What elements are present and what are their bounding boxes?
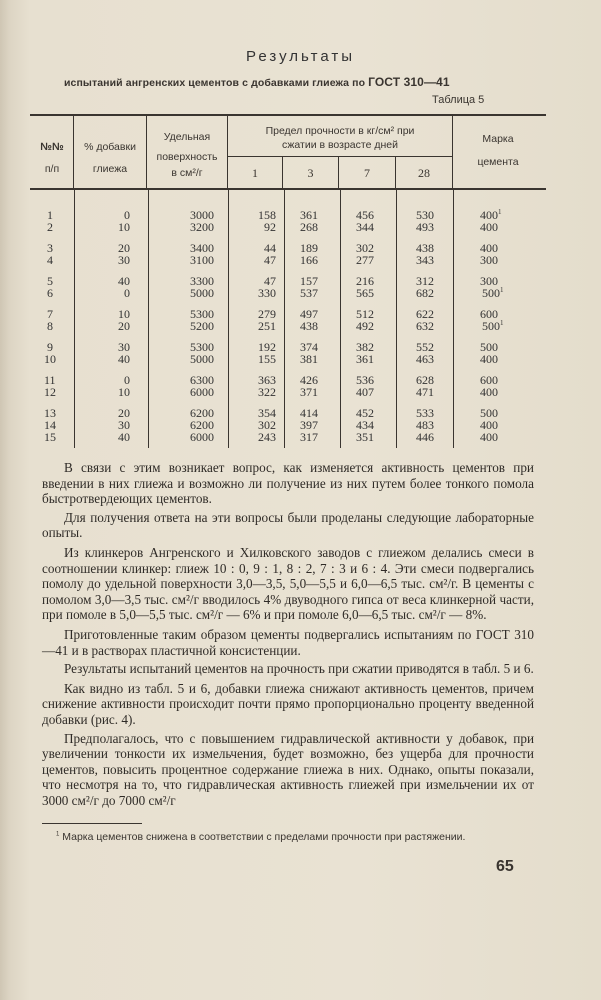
cell-day3: 166 xyxy=(300,253,318,267)
cell-day1: 243 xyxy=(258,430,276,444)
cell-surface: 6000 xyxy=(190,385,214,399)
cell-day1: 251 xyxy=(258,319,276,333)
cell-additive: 10 xyxy=(118,220,130,234)
cell-day1: 44 xyxy=(264,241,276,255)
cell-additive: 30 xyxy=(118,340,130,354)
cell-day7: 456 xyxy=(356,208,374,222)
header-additive-line1: % добавки xyxy=(84,141,136,153)
cell-day7: 492 xyxy=(356,319,374,333)
cell-day1: 47 xyxy=(264,274,276,288)
cell-num: 5 xyxy=(47,274,53,288)
cell-day1: 330 xyxy=(258,286,276,300)
header-strength xyxy=(228,124,452,152)
cell-grade xyxy=(480,432,498,443)
header-surface-line1: Удельная xyxy=(163,131,211,143)
grade-value: 500 xyxy=(482,286,500,300)
cell-day28: 343 xyxy=(416,253,434,267)
cell-grade xyxy=(480,354,498,365)
subtitle-gost: ГОСТ 310—41 xyxy=(368,75,450,89)
body-text xyxy=(42,460,534,808)
cell-day3: 438 xyxy=(300,319,318,333)
paragraph: Как видно из табл. 5 и 6, добавки глиежа снижают активность цементов, причем снижение активности происходит почти прямо пропорционально проценту введенной добавки (рис. 4). xyxy=(42,680,534,727)
cell-day7: 565 xyxy=(356,286,374,300)
cell-num: 7 xyxy=(47,307,53,321)
cell-day7: 536 xyxy=(356,373,374,387)
cell-surface: 5200 xyxy=(190,319,214,333)
table-header-bottom-rule xyxy=(30,188,546,190)
cell-day3: 426 xyxy=(300,373,318,387)
header-additive xyxy=(74,140,146,176)
cell-surface: 6000 xyxy=(190,430,214,444)
cell-surface: 5000 xyxy=(190,286,214,300)
paragraph: Для получения ответа на эти вопросы были проделаны следующие лабораторные опыты. xyxy=(42,509,534,541)
cell-num: 4 xyxy=(47,253,53,267)
table-title: Результаты xyxy=(246,48,355,65)
cell-day28: 312 xyxy=(416,274,434,288)
cell-surface: 3000 xyxy=(190,208,214,222)
header-surface-line2: поверхность xyxy=(156,151,218,163)
column-divider xyxy=(453,190,454,448)
cell-day1: 158 xyxy=(258,208,276,222)
grade-value: 400 xyxy=(480,241,498,255)
column-divider xyxy=(228,190,229,448)
cell-surface: 6300 xyxy=(190,373,214,387)
cell-day7: 216 xyxy=(356,274,374,288)
cell-day1: 302 xyxy=(258,418,276,432)
cell-surface: 3200 xyxy=(190,220,214,234)
cell-surface: 5300 xyxy=(190,340,214,354)
header-grade xyxy=(453,132,543,169)
cell-num: 6 xyxy=(47,286,53,300)
cell-day7: 512 xyxy=(356,307,374,321)
cell-additive: 30 xyxy=(118,253,130,267)
header-day-3: 3 xyxy=(307,166,314,180)
cell-day3: 189 xyxy=(300,241,318,255)
cell-additive: 0 xyxy=(124,373,130,387)
cell-day7: 351 xyxy=(356,430,374,444)
grade-value: 400 xyxy=(480,220,498,234)
cell-day3: 157 xyxy=(300,274,318,288)
column-divider xyxy=(340,190,341,448)
grade-value: 300 xyxy=(480,253,498,267)
cell-grade xyxy=(480,222,498,233)
cell-day28: 628 xyxy=(416,373,434,387)
paragraph: Предполагалось, что с повышением гидравлической активности у добавок, при увеличении тонкости их измельчения, будет возможно, без ущерба для прочности цементов, повысить процентное содержание глиежа в них. Однако, опыты показали, что несмотря на то, что гидравлическая активность глиежей при измельчении их от 3000 см²/г до 7000 см²/г xyxy=(42,730,534,808)
cell-day3: 397 xyxy=(300,418,318,432)
header-strength-line1: Предел прочности в кг/см² при xyxy=(265,125,415,137)
cell-day7: 302 xyxy=(356,241,374,255)
footnote-divider xyxy=(42,823,142,824)
cell-day28: 533 xyxy=(416,406,434,420)
column-divider xyxy=(396,190,397,448)
subtitle-text: испытаний ангренских цементов с добавками глиежа по xyxy=(64,77,366,89)
cell-day28: 552 xyxy=(416,340,434,354)
cell-day7: 277 xyxy=(356,253,374,267)
cell-additive: 10 xyxy=(118,307,130,321)
cell-day7: 361 xyxy=(356,352,374,366)
cell-day7: 452 xyxy=(356,406,374,420)
grade-value: 400 xyxy=(480,208,498,222)
grade-value: 400 xyxy=(480,418,498,432)
header-num xyxy=(30,140,74,176)
cell-day28: 632 xyxy=(416,319,434,333)
grade-value: 300 xyxy=(480,274,498,288)
cell-surface: 3400 xyxy=(190,241,214,255)
paragraph: Приготовленные таким образом цементы подвергались испытаниям по ГОСТ 310—41 и в растворах пластичной консистенции. xyxy=(42,626,534,658)
cell-surface: 3100 xyxy=(190,253,214,267)
cell-day28: 622 xyxy=(416,307,434,321)
footnote-marker: 1 xyxy=(500,286,504,294)
cell-day3: 414 xyxy=(300,406,318,420)
header-surface xyxy=(146,130,228,180)
cell-additive: 30 xyxy=(118,418,130,432)
cell-additive: 40 xyxy=(118,352,130,366)
cell-surface: 3300 xyxy=(190,274,214,288)
cell-day3: 381 xyxy=(300,352,318,366)
cell-num: 11 xyxy=(44,373,56,387)
cell-surface: 6200 xyxy=(190,418,214,432)
paragraph: Из клинкеров Ангренского и Хилковского заводов с глиежом делались смеси в соотношении клинкер: глиеж 10 : 0, 9 : 1, 8 : 2, 7 : 3 и 6 : 4. Эти смеси подвергались помолу до удельной поверхности 3,0—3,5, 5,0—5,5 и 6,0—6,5 тыс. см²/г. В цементы с помолом 3,0—3,5 тыс. см²/г вводилось 4% двуводного гипса от веса клинкерной части, при помоле в 5,0—5,5 тыс. см²/г — 6% и при помоле 6,0—6,5 тыс. см²/г — 8%. xyxy=(42,544,534,623)
cell-additive: 40 xyxy=(118,274,130,288)
header-strength-line2: сжатии в возрасте дней xyxy=(282,139,398,151)
cell-grade xyxy=(480,387,498,398)
cell-num: 8 xyxy=(47,319,53,333)
table-number-label: Таблица 5 xyxy=(432,94,485,106)
paragraph: В связи с этим возникает вопрос, как изменяется активность цементов при введении в них глиежа и возможно ли получение из них путем более тонкого помола быстротвердеющих цементов. xyxy=(42,460,534,507)
cell-day3: 361 xyxy=(300,208,318,222)
cell-day3: 371 xyxy=(300,385,318,399)
cell-day28: 483 xyxy=(416,418,434,432)
header-day-7: 7 xyxy=(364,166,370,180)
footnote-text: Марка цементов снижена в соответствии с пределами прочности при растяжении. xyxy=(62,831,466,843)
cell-surface: 6200 xyxy=(190,406,214,420)
cell-day1: 155 xyxy=(258,352,276,366)
cell-num: 9 xyxy=(47,340,53,354)
cell-day1: 92 xyxy=(264,220,276,234)
cell-day28: 446 xyxy=(416,430,434,444)
cell-day28: 471 xyxy=(416,385,434,399)
page-number: 65 xyxy=(496,858,514,875)
cell-additive: 20 xyxy=(118,406,130,420)
cell-grade xyxy=(482,321,504,332)
grade-value: 500 xyxy=(482,319,500,333)
paragraph: Результаты испытаний цементов на прочность при сжатии приводятся в табл. 5 и 6. xyxy=(64,661,534,677)
footnote-marker: 1 xyxy=(498,208,502,216)
cell-day3: 317 xyxy=(300,430,318,444)
cell-additive: 40 xyxy=(118,430,130,444)
grade-value: 600 xyxy=(480,307,498,321)
cell-day7: 407 xyxy=(356,385,374,399)
cell-day28: 530 xyxy=(416,208,434,222)
cell-day28: 463 xyxy=(416,352,434,366)
header-surface-line3: в см²/г xyxy=(171,167,203,179)
cell-additive: 0 xyxy=(124,208,130,222)
cell-day1: 354 xyxy=(258,406,276,420)
cell-num: 3 xyxy=(47,241,53,255)
grade-value: 500 xyxy=(480,340,498,354)
footnote-marker: 1 xyxy=(500,319,504,327)
cell-additive: 20 xyxy=(118,319,130,333)
cell-day1: 363 xyxy=(258,373,276,387)
strength-subheader-rule xyxy=(228,156,452,157)
cell-additive: 0 xyxy=(124,286,130,300)
cell-day7: 434 xyxy=(356,418,374,432)
header-num-line2: п/п xyxy=(44,163,60,175)
column-divider xyxy=(74,190,75,448)
grade-value: 400 xyxy=(480,430,498,444)
grade-value: 400 xyxy=(480,385,498,399)
cell-day28: 493 xyxy=(416,220,434,234)
cell-num: 2 xyxy=(47,220,53,234)
cell-day3: 268 xyxy=(300,220,318,234)
header-day-28: 28 xyxy=(418,166,430,180)
footnote xyxy=(56,831,465,843)
column-divider xyxy=(284,190,285,448)
cell-day28: 438 xyxy=(416,241,434,255)
column-divider xyxy=(148,190,149,448)
cell-day7: 344 xyxy=(356,220,374,234)
cell-num: 15 xyxy=(44,430,56,444)
cell-grade xyxy=(480,255,498,266)
cell-day1: 192 xyxy=(258,340,276,354)
cell-num: 10 xyxy=(44,352,56,366)
cell-day1: 279 xyxy=(258,307,276,321)
cell-additive: 10 xyxy=(118,385,130,399)
cell-day28: 682 xyxy=(416,286,434,300)
cell-num: 14 xyxy=(44,418,56,432)
table-top-rule xyxy=(30,114,546,116)
header-additive-line2: глиежа xyxy=(92,163,128,175)
cell-surface: 5300 xyxy=(190,307,214,321)
cell-day1: 47 xyxy=(264,253,276,267)
header-day-1: 1 xyxy=(252,166,258,180)
header-grade-line2: цемента xyxy=(477,156,519,168)
cell-day3: 497 xyxy=(300,307,318,321)
grade-value: 500 xyxy=(480,406,498,420)
cell-num: 12 xyxy=(44,385,56,399)
cell-day1: 322 xyxy=(258,385,276,399)
grade-value: 400 xyxy=(480,352,498,366)
cell-grade xyxy=(482,288,504,299)
cell-day3: 537 xyxy=(300,286,318,300)
grade-value: 600 xyxy=(480,373,498,387)
cell-num: 1 xyxy=(47,208,53,222)
cell-surface: 5000 xyxy=(190,352,214,366)
cell-day7: 382 xyxy=(356,340,374,354)
header-grade-line1: Марка xyxy=(482,133,514,145)
footnote-number: 1 xyxy=(56,831,60,838)
cell-num: 13 xyxy=(44,406,56,420)
cell-additive: 20 xyxy=(118,241,130,255)
cell-day3: 374 xyxy=(300,340,318,354)
header-num-line1: №№ xyxy=(40,141,64,153)
table-subtitle xyxy=(64,75,450,89)
